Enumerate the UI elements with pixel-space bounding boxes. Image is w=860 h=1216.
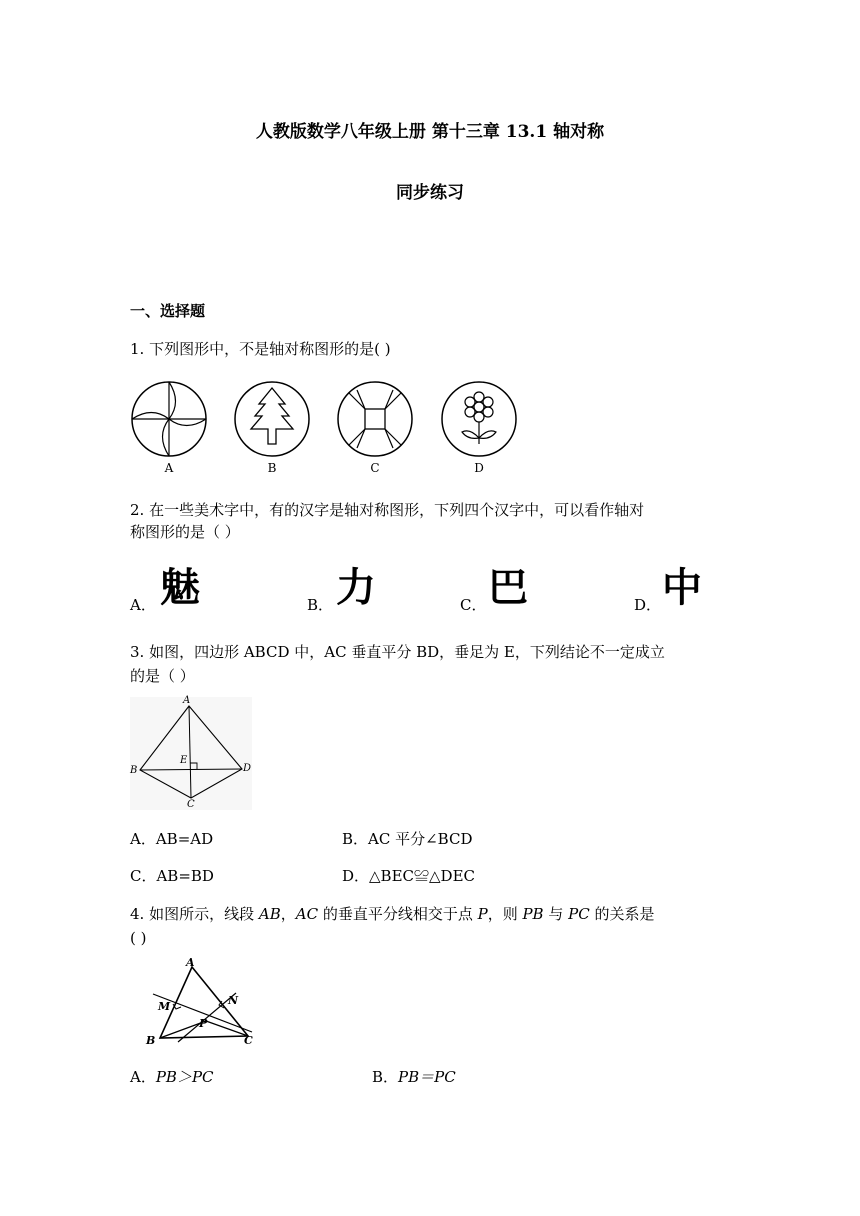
q2-option-d-letter: D． bbox=[634, 596, 662, 614]
square-figure bbox=[336, 380, 414, 458]
vertex-label-c: C bbox=[244, 1034, 253, 1047]
question-2-line-2: 称图形的是（ ） bbox=[130, 523, 240, 541]
q2-option-d-char: 中 bbox=[662, 565, 702, 611]
q4-text-mid2: ，则 bbox=[487, 905, 523, 923]
figure-label-d: D bbox=[474, 461, 484, 475]
q4-text-tail: 的关系是 bbox=[589, 905, 655, 923]
page-subtitle: 同步练习 bbox=[396, 183, 464, 203]
q2-option-c-char: 巴 bbox=[488, 565, 528, 611]
q3-option-a: A．AB=AD bbox=[130, 830, 214, 848]
flower-figure bbox=[440, 380, 518, 458]
q4-segment-ab: AB bbox=[258, 905, 281, 923]
q2-option-c-letter: C． bbox=[460, 596, 487, 614]
page-title: 人教版数学八年级上册 第十三章 13.1 轴对称 bbox=[255, 122, 605, 142]
q4-option-a-letter: A． bbox=[130, 1068, 156, 1086]
q4-option-b bbox=[372, 1066, 456, 1087]
vertex-label-b: B bbox=[130, 765, 138, 776]
question-1-text: 1. 下列图形中，不是轴对称图形的是( ) bbox=[130, 340, 391, 358]
q4-option-a bbox=[130, 1066, 214, 1087]
question-3-line-2: 的是（ ） bbox=[130, 667, 195, 685]
q4-segment-pb: PB bbox=[522, 905, 544, 923]
figure-label-c: C bbox=[370, 461, 380, 475]
section-heading: 一、选择题 bbox=[130, 302, 206, 320]
q4-segment-ac: AC bbox=[295, 905, 319, 923]
figure-label-b: B bbox=[267, 461, 277, 475]
point-label-n: N bbox=[228, 994, 239, 1007]
q2-option-b-char: 力 bbox=[336, 565, 376, 611]
q4-point-p: P bbox=[477, 905, 488, 923]
vertex-label-a: A bbox=[183, 695, 191, 706]
q4-text-prefix: 4. 如图所示，线段 bbox=[130, 905, 259, 923]
vertex-label-c: C bbox=[187, 799, 195, 810]
q3-option-b: B．AC 平分∠BCD bbox=[342, 830, 473, 848]
figure-label-a: A bbox=[164, 461, 174, 475]
q3-option-c: C．AB=BD bbox=[130, 867, 214, 885]
q4-option-a-expr: PB＞PC bbox=[155, 1068, 214, 1086]
pinwheel-figure bbox=[130, 380, 208, 458]
point-label-p: P bbox=[199, 1017, 208, 1030]
question-4-line-2: ( ) bbox=[130, 929, 147, 947]
question-2-line-1: 2. 在一些美术字中，有的汉字是轴对称图形，下列四个汉字中，可以看作轴对 bbox=[130, 501, 645, 519]
q4-text-sep: ， bbox=[280, 905, 296, 923]
vertex-label-e: E bbox=[180, 755, 188, 766]
q2-option-a-letter: A． bbox=[130, 596, 156, 614]
q2-option-a-char: 魅 bbox=[160, 565, 200, 611]
q2-option-b-letter: B． bbox=[307, 596, 334, 614]
q4-option-b-expr: PB＝PC bbox=[398, 1068, 456, 1086]
triangle-bisector-diagram bbox=[140, 956, 265, 1050]
question-4-line-1 bbox=[130, 902, 730, 926]
question-1-figures bbox=[128, 380, 528, 480]
vertex-label-a: A bbox=[186, 956, 195, 969]
point-label-m: M bbox=[158, 1000, 171, 1013]
q3-option-d: D．△BEC≌△DEC bbox=[342, 867, 476, 885]
q4-text-and: 与 bbox=[543, 905, 569, 923]
tree-figure bbox=[233, 380, 311, 458]
vertex-label-b: B bbox=[146, 1034, 156, 1047]
question-3-line-1: 3. 如图，四边形 ABCD 中，AC 垂直平分 BD，垂足为 E，下列结论不一定成立 bbox=[130, 643, 665, 661]
q4-option-b-letter: B． bbox=[372, 1068, 399, 1086]
q4-segment-pc: PC bbox=[568, 905, 590, 923]
vertex-label-d: D bbox=[243, 763, 252, 774]
q4-text-mid: 的垂直平分线相交于点 bbox=[318, 905, 478, 923]
kite-diagram bbox=[130, 697, 252, 810]
